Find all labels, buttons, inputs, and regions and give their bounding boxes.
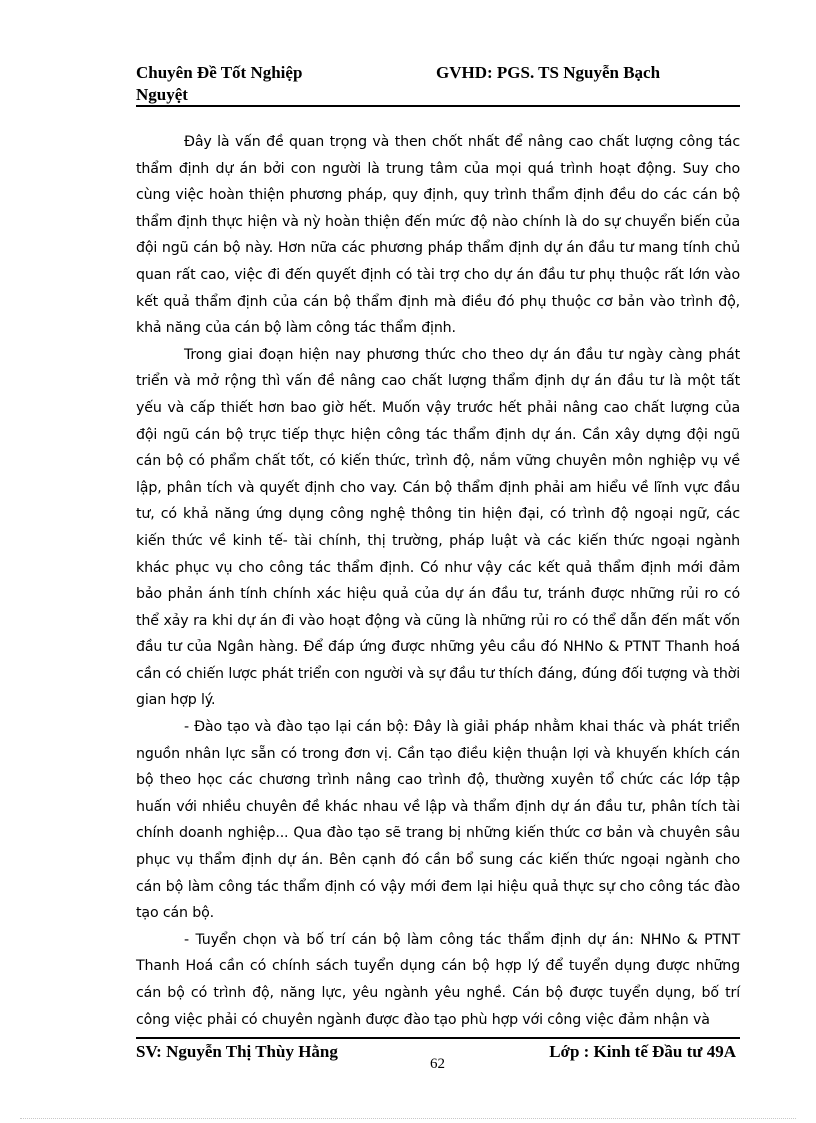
page-header [136,60,740,108]
page-footer [136,1040,740,1080]
header-advisor-name-continued: Nguyệt [136,85,188,104]
header-divider [136,105,740,107]
paragraph-3: - Đào tạo và đào tạo lại cán bộ: Đây là giải pháp nhằm khai thác và phát triển nguồn nhân lực sẵn có trong đơn vị. Cần tạo điều kiện thuận lợi và khuyến khích cán bộ theo học các chương trình nâng cao trình độ, thường xuyên tổ chức các lớp tập huấn với nhiều chuyên đề khác nhau về lập và thẩm định dự án đầu tư, phân tích tài chính doanh nghiệp... Qua đào tạo sẽ trang bị những kiến thức cơ bản và chuyên sâu phục vụ thẩm định dự án. Bên cạnh đó cần bổ sung các kiến thức ngoại ngành cho cán bộ làm công tác thẩm định có vậy mới đem lại hiệu quả thực sự cho công tác đào tạo cán bộ. [136,719,740,922]
footer-class: Lớp : Kinh tế Đầu tư 49A [549,1042,736,1061]
document-body [136,129,740,1033]
header-thesis-title: Chuyên Đề Tốt Nghiệp [136,63,303,82]
header-advisor: GVHD: PGS. TS Nguyễn Bạch [436,63,661,82]
page-number: 62 [430,1056,445,1072]
page-bottom-edge [20,1118,796,1119]
paragraph-4: - Tuyển chọn và bố trí cán bộ làm công tác thẩm định dự án: NHNo & PTNT Thanh Hoá cần có chính sách tuyển dụng cán bộ hợp lý để tuyển dụng được những cán bộ có trình độ, năng lực, yêu ngành yêu nghề. Cán bộ được tuyển dụng, bố trí công việc phải có chuyên ngành được đào tạo phù hợp với công việc đảm nhận và [136,931,740,1028]
paragraph-2: Trong giai đoạn hiện nay phương thức cho theo dự án đầu tư ngày càng phát triển và mở rộng thì vấn đề nâng cao chất lượng thẩm định dự án đầu tư là một tất yếu và cấp thiết hơn bao giờ hết. Muốn vậy trước hết phải nâng cao chất lượng của đội ngũ cán bộ trực tiếp thực hiện công tác thẩm định dự án. Cần xây dựng đội ngũ cán bộ có phẩm chất tốt, có kiến thức, trình độ, nắm vững chuyên môn nghiệp vụ về lập, phân tích và quyết định cho vay. Cán bộ thẩm định phải am hiểu về lĩnh vực đầu tư, có khả năng ứng dụng công nghệ thông tin hiện đại, có trình độ ngoại ngữ, các kiến thức về kinh tế- tài chính, thị trường, pháp luật và các kiến thức ngoại ngành khác phục vụ cho công tác thẩm định. Có như vậy các kết quả thẩm định mới đảm bảo phản ánh tính chính xác hiệu quả của dự án đầu tư, tránh được những rủi ro có thể xảy ra khi dự án đi vào hoạt động và cũng là những rủi ro có thể dẫn đến mất vốn đầu tư của Ngân hàng. Để đáp ứng được những yêu cầu đó NHNo & PTNT Thanh hoá cần có chiến lược phát triển con người và sự đầu tư thích đáng, đúng đối tượng và thời gian hợp lý. [136,346,740,709]
footer-student-name: SV: Nguyễn Thị Thùy Hằng [136,1042,338,1061]
footer-divider [136,1037,740,1039]
paragraph-1: Đây là vấn đề quan trọng và then chốt nhất để nâng cao chất lượng công tác thẩm định dự án bởi con người là trung tâm của mọi quá trình hoạt động. Suy cho cùng việc hoàn thiện phương pháp, quy định, quy trình thẩm định đều do các cán bộ thẩm định thực hiện và nỳ hoàn thiện đến mức độ nào chính là do sự chuyển biến của đội ngũ cán bộ này. Hơn nữa các phương pháp thẩm định dự án đầu tư mang tính chủ quan rất cao, việc đi đến quyết định có tài trợ cho dự án đầu tư phụ thuộc rất lớn vào kết quả thẩm định của cán bộ thẩm định mà điều đó phụ thuộc cơ bản vào trình độ, khả năng của cán bộ làm công tác thẩm định. [136,134,740,337]
